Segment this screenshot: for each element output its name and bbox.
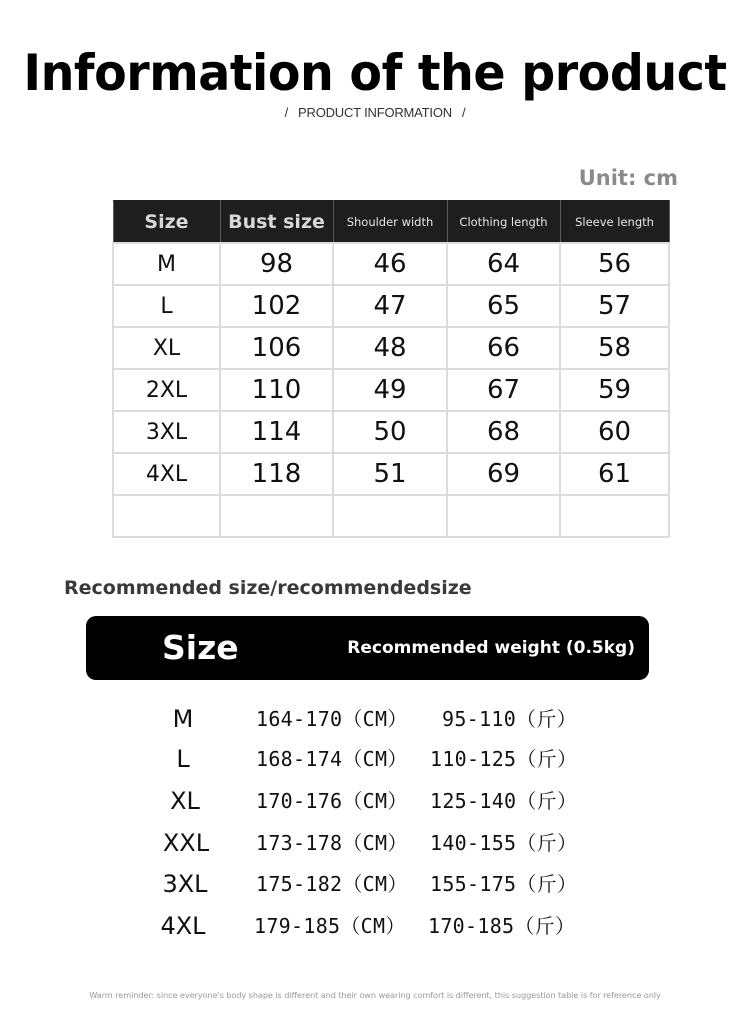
cell-shoulder: 51 — [333, 453, 447, 495]
cell-length: 64 — [447, 243, 560, 285]
cell-length: 69 — [447, 453, 560, 495]
rec-weight: 110-125（斤） — [430, 747, 578, 771]
cell-bust: 110 — [220, 369, 333, 411]
page-title: Information of the product — [23, 44, 727, 102]
cell-sleeve: 60 — [560, 411, 669, 453]
rec-weight: 125-140（斤） — [430, 789, 578, 813]
list-item — [0, 826, 750, 866]
recommended-section-label: Recommended size/recommendedsize — [64, 577, 472, 599]
cell-bust — [220, 495, 333, 537]
table-row-empty — [113, 495, 669, 537]
cell-bust: 102 — [220, 285, 333, 327]
rec-size: XL — [170, 787, 200, 815]
cell-size: M — [113, 243, 220, 285]
rec-size: XXL — [162, 829, 210, 857]
table-header-row — [113, 201, 669, 244]
list-item — [0, 742, 750, 782]
warm-reminder-note: Warm reminder: since everyone's body shape is different and their own wearing comfort is different, this suggestion table is for reference only — [89, 990, 661, 1000]
rec-height: 170-176（CM） — [256, 789, 408, 813]
rec-weight: 170-185（斤） — [428, 914, 576, 938]
subtitle-slash-right: / — [461, 105, 466, 120]
cell-shoulder — [333, 495, 447, 537]
rec-size: 4XL — [160, 912, 206, 940]
subtitle-slash-left: / — [284, 105, 289, 120]
cell-shoulder: 46 — [333, 243, 447, 285]
cell-bust: 114 — [220, 411, 333, 453]
cell-sleeve: 56 — [560, 243, 669, 285]
rec-height: 179-185（CM） — [254, 914, 406, 938]
cell-length: 65 — [447, 285, 560, 327]
cell-sleeve: 59 — [560, 369, 669, 411]
column-header-clothing-length: Clothing length — [447, 201, 560, 244]
subtitle-text: PRODUCT INFORMATION — [298, 105, 452, 120]
column-header-size: Size — [113, 201, 220, 244]
recommended-header-bar — [86, 616, 649, 680]
page-subtitle — [0, 104, 750, 122]
rec-size: L — [176, 745, 190, 773]
cell-bust: 118 — [220, 453, 333, 495]
cell-sleeve: 57 — [560, 285, 669, 327]
recommended-weight-heading: Recommended weight (0.5kg) — [347, 638, 635, 658]
column-header-bust: Bust size — [220, 201, 333, 244]
cell-length — [447, 495, 560, 537]
list-item — [0, 784, 750, 824]
size-chart-table — [112, 200, 670, 538]
cell-bust: 106 — [220, 327, 333, 369]
cell-size: 2XL — [113, 369, 220, 411]
cell-size: 3XL — [113, 411, 220, 453]
cell-size: L — [113, 285, 220, 327]
table-row — [113, 369, 669, 411]
table-row — [113, 327, 669, 369]
cell-shoulder: 48 — [333, 327, 447, 369]
rec-height: 164-170（CM） — [256, 707, 408, 731]
rec-size: 3XL — [162, 870, 208, 898]
rec-weight: 155-175（斤） — [430, 872, 578, 896]
list-item — [0, 702, 750, 742]
cell-shoulder: 47 — [333, 285, 447, 327]
cell-sleeve — [560, 495, 669, 537]
list-item — [0, 867, 750, 907]
recommended-size-heading: Size — [162, 628, 239, 667]
table-row — [113, 453, 669, 495]
rec-weight: 95-110（斤） — [442, 707, 577, 731]
cell-length: 67 — [447, 369, 560, 411]
cell-shoulder: 49 — [333, 369, 447, 411]
table-row — [113, 243, 669, 285]
table-row — [113, 411, 669, 453]
cell-length: 66 — [447, 327, 560, 369]
list-item — [0, 909, 750, 949]
column-header-sleeve: Sleeve length — [560, 201, 669, 244]
cell-sleeve: 58 — [560, 327, 669, 369]
rec-size: M — [172, 705, 194, 733]
cell-length: 68 — [447, 411, 560, 453]
cell-size: XL — [113, 327, 220, 369]
cell-size: 4XL — [113, 453, 220, 495]
cell-sleeve: 61 — [560, 453, 669, 495]
rec-weight: 140-155（斤） — [430, 831, 578, 855]
cell-shoulder: 50 — [333, 411, 447, 453]
rec-height: 168-174（CM） — [256, 747, 408, 771]
cell-bust: 98 — [220, 243, 333, 285]
cell-size — [113, 495, 220, 537]
unit-label: Unit: cm — [578, 166, 678, 190]
rec-height: 173-178（CM） — [256, 831, 408, 855]
column-header-shoulder: Shoulder width — [333, 201, 447, 244]
table-row — [113, 285, 669, 327]
rec-height: 175-182（CM） — [256, 872, 408, 896]
